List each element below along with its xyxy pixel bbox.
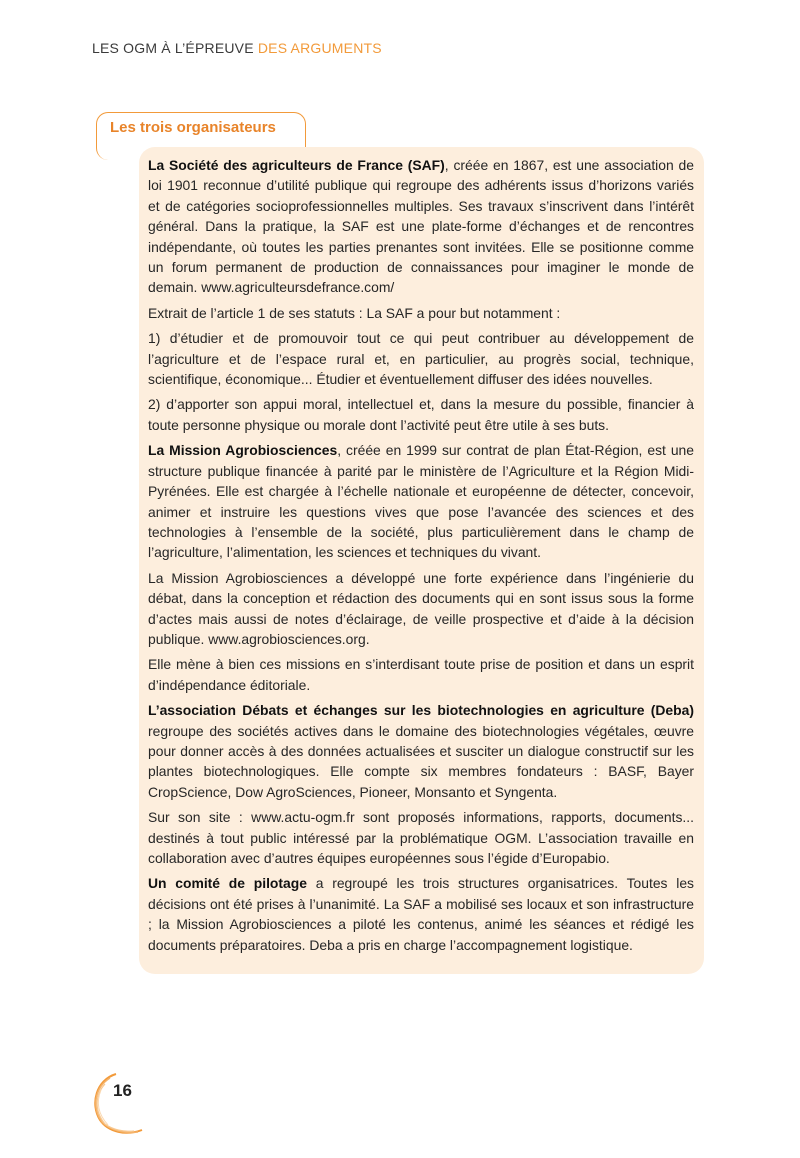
section-title: Les trois organisateurs: [110, 119, 276, 136]
bold-lead: La Mission Agrobiosciences: [148, 442, 338, 459]
bold-lead: Un comité de pilotage: [148, 875, 307, 892]
paragraph-text: , créée en 1867, est une association de loi 1901 reconnue d’utilité publique qui regroupe des adhérents issus d’horizons variés et de catégories socioprofessionnelles multiples. Ses travaux s’inscrivent dans l’intérêt général. Dans la pratique, la SAF est une plate-forme d’échanges et de rencontres indépendante, où toutes les parties prenantes sont invitées. Elle se positionne comme un forum permanent de production de connaissances pour imaginer le monde de demain. www.agriculteursdefrance.com/: [148, 157, 694, 296]
page-number: 16: [113, 1081, 132, 1100]
header-title: LES OGM À L’ÉPREUVE: [92, 40, 254, 56]
paragraph-item-1: 1) d’étudier et de promouvoir tout ce qui peut contribuer au développement de l’agriculture et de l’espace rural et, en particulier, au progrès social, technique, scientifique, économique... Étudier et éventuellement diffuser des idées nouvelles.: [148, 330, 694, 388]
paragraph-deba-site: Sur son site : www.actu-ogm.fr sont proposés informations, rapports, documents... destinés à tout public intéressé par la problématique OGM. L’association travaille en collaboration avec d’autres équipes européennes sous l’égide d’Europabio.: [148, 809, 694, 866]
paragraph-mission-independence: Elle mène à bien ces missions en s’interdisant toute prise de position et dans un esprit d’indépendance éditoriale.: [148, 656, 694, 693]
paragraph-text: regroupe des sociétés actives dans le domaine des biotechnologies végétales, œuvre pour donner accès à des données actualisées et susciter un dialogue constructif sur les plantes biotechnologiques. Elle compte six membres fondateurs : BASF, Bayer CropScience, Dow AgroSciences, Pioneer, Monsanto et Syngenta.: [148, 722, 694, 800]
paragraph-statuts: Extrait de l’article 1 de ses statuts : La SAF a pour but notamment :: [148, 304, 561, 321]
content-box: [139, 147, 704, 974]
paragraph-text: , créée en 1999 sur contrat de plan État-Région, est une structure publique financée à parité par le ministère de l’Agriculture et la Région Midi-Pyrénées. Elle est chargée à l’échelle nationale et européenne de détecter, concevoir, animer et instruire les questions vives que pose l’avancée des sciences et des technologies à l’ensemble de la société, plus particulièrement dans le champ de l’agriculture, l’alimentation, les sciences et techniques du vivant.: [148, 442, 694, 561]
paragraph-saf: [148, 155, 694, 298]
paragraph-item-2: 2) d’apporter son appui moral, intellectuel et, dans la mesure du possible, financier à toute personne physique ou morale dont l’activité peut être utile à ses buts.: [148, 396, 694, 433]
running-header: [92, 40, 382, 56]
header-title-accent: DES ARGUMENTS: [257, 40, 382, 56]
paragraph-mission-experience: La Mission Agrobiosciences a développé une forte expérience dans l’ingénierie du débat, dans la conception et rédaction des documents qui en sont issus sous la forme d’actes mais aussi de notes d’éclairage, de veille prospective et d’aide à la décision publique. www.agrobiosciences.org.: [148, 569, 694, 647]
bold-lead: La Société des agriculteurs de France (SAF): [148, 157, 445, 173]
paragraph-mission: [148, 440, 694, 562]
paragraph-comite: [148, 873, 694, 955]
paragraph-text: a regroupé les trois structures organisatrices. Toutes les décisions ont été prises à l’unanimité. La SAF a mobilisé ses locaux et son infrastructure ; la Mission Agrobiosciences a piloté les contenus, animé les séances et rédigé les documents préparatoires. Deba a pris en charge l’accompagnement logistique.: [148, 875, 694, 953]
bold-lead: L’association Débats et échanges sur les biotechnologies en agriculture (Deba): [148, 702, 694, 719]
paragraph-deba: [148, 700, 694, 802]
